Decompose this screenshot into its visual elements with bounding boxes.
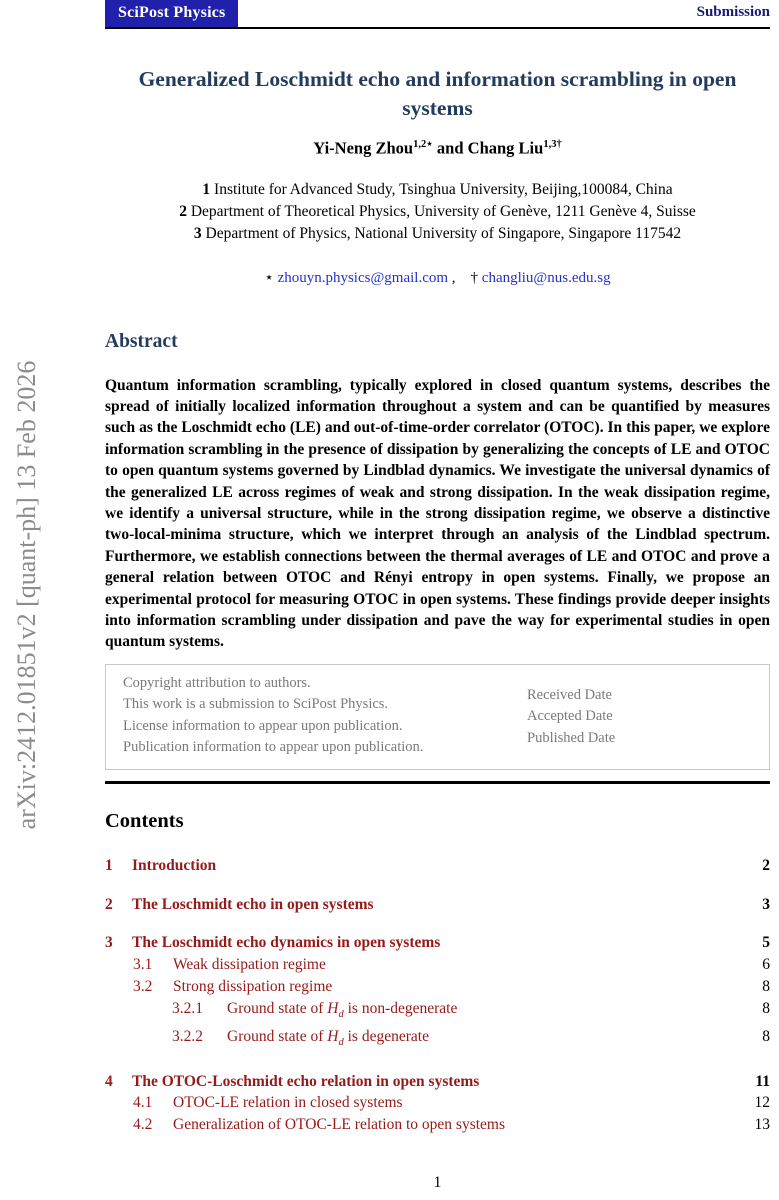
copyright-lines <box>123 673 527 759</box>
affiliation-2: 2 Department of Theoretical Physics, University of Genève, 1211 Genève 4, Suisse <box>179 202 696 220</box>
copyright-line: This work is a submission to SciPost Physics. <box>123 696 389 713</box>
page-number: 1 <box>433 1174 442 1191</box>
toc-entry-number: 1 <box>105 856 113 874</box>
affiliation-3: 3 Department of Physics, National University of Singapore, Singapore 117542 <box>193 224 682 242</box>
received-date-label: Received Date <box>527 686 612 703</box>
math-subscript: d <box>338 1008 344 1020</box>
toc-entry-page: 12 <box>754 1094 770 1112</box>
toc-entry-page: 6 <box>762 956 770 974</box>
copyright-line: Copyright attribution to authors. <box>123 674 311 691</box>
toc-entry-number: 3.2.1 <box>172 999 203 1017</box>
author-connector: and <box>432 138 468 158</box>
author-2-email-link[interactable]: changliu@nus.edu.sg <box>481 269 611 286</box>
submission-label: Submission <box>696 4 770 20</box>
star-marker: ⋆ <box>264 269 278 286</box>
toc-entry-label: Ground state of $H_d$ is degenerate <box>227 1027 429 1048</box>
toc-entry-page: 8 <box>762 977 770 995</box>
toc-entry-label: OTOC-LE relation in closed systems <box>173 1094 403 1112</box>
dagger-marker: † <box>470 269 482 286</box>
abstract-heading: Abstract <box>105 330 178 352</box>
toc-entry[interactable] <box>105 1026 770 1054</box>
author-1-email-link[interactable]: zhouyn.physics@gmail.com <box>277 269 449 286</box>
abstract-text: Quantum information scrambling, typically explored in closed quantum systems, describes the spread of initially localized information throughout a system and can be quantified by measures such as the Loschmidt echo (LE) and out-of-time-order correlator (OTOC). In this paper, we explore information scrambling in the presence of dissipation by generalizing the concepts of LE and OTOC to open quantum systems governed by Lindblad dynamics. We investigate the universal dynamics of the generalized LE across regimes of weak and strong dissipation. In the weak dissipation regime, we identify a universal structure, while in the strong dissipation regime, we observe a distinctive two-local-minima structure, which we interpret through an analysis of the Lindblad spectrum. Furthermore, we establish connections between the thermal averages of LE and OTOC and prove a general relation between OTOC and Rényi entropy in open systems. Finally, we propose an experimental protocol for measuring OTOC in open systems. These findings provide deeper insights into information scrambling under dissipation and pave the way for experimental studies in open quantum systems. <box>105 376 770 651</box>
toc-entry-page: 5 <box>762 934 770 952</box>
toc-entry-page: 3 <box>762 895 770 913</box>
toc-entry-label: Weak dissipation regime <box>173 956 326 974</box>
toc-entry-number: 3.1 <box>133 956 153 974</box>
toc-entry-number: 2 <box>105 895 113 913</box>
toc-entry[interactable] <box>105 976 770 998</box>
toc-entry[interactable] <box>105 1092 770 1114</box>
author-line <box>105 138 770 159</box>
author-2-superscript: 1,3† <box>543 139 562 150</box>
contents-heading: Contents <box>105 809 184 832</box>
paper-page <box>105 0 770 1136</box>
published-date-label: Published Date <box>527 729 616 746</box>
copyright-line: Publication information to appear upon publication. <box>123 739 424 756</box>
toc-entry-number: 3 <box>105 934 113 952</box>
toc-entry-label: Generalization of OTOC-LE relation to open systems <box>173 1116 506 1134</box>
toc-entry[interactable] <box>105 998 770 1026</box>
copyright-line: License information to appear upon publication. <box>123 717 403 734</box>
author-1-name: Yi-Neng Zhou <box>313 138 414 158</box>
toc-entry-number: 3.2 <box>133 977 153 995</box>
toc-entry-label: The Loschmidt echo dynamics in open systems <box>132 934 441 952</box>
table-of-contents <box>105 855 770 1136</box>
math-subscript: d <box>338 1036 344 1048</box>
toc-entry-page: 8 <box>762 1027 770 1045</box>
toc-entry-number: 4 <box>105 1072 113 1090</box>
toc-entry-page: 11 <box>755 1072 770 1090</box>
toc-entry[interactable] <box>105 855 770 877</box>
toc-entry-page: 13 <box>754 1116 770 1134</box>
toc-entry-number: 4.1 <box>133 1094 153 1112</box>
toc-entry-label: Introduction <box>132 856 217 874</box>
toc-entry[interactable] <box>105 954 770 976</box>
affiliations <box>105 179 770 245</box>
toc-entry[interactable] <box>105 1071 770 1093</box>
toc-entry-number: 3.2.2 <box>172 1027 203 1045</box>
toc-entry-label: Ground state of $H_d$ is non-degenerate <box>227 999 458 1020</box>
email-separator: , <box>448 269 471 286</box>
section-divider-rule <box>105 781 770 784</box>
toc-entry-label: The OTOC-Loschmidt echo relation in open systems <box>132 1072 480 1090</box>
toc-entry[interactable] <box>105 894 770 916</box>
affiliation-1: 1 Institute for Advanced Study, Tsinghua University, Beijing,100084, China <box>202 180 673 198</box>
dates-column <box>527 673 752 759</box>
math-variable: H <box>327 999 339 1017</box>
toc-entry-number: 4.2 <box>133 1116 153 1134</box>
author-1-superscript: 1,2⋆ <box>413 139 433 150</box>
toc-entry-page: 8 <box>762 999 770 1017</box>
page-header <box>105 0 770 29</box>
accepted-date-label: Accepted Date <box>527 708 613 725</box>
math-variable: H <box>327 1027 339 1045</box>
toc-entry[interactable] <box>105 1114 770 1136</box>
paper-title: Generalized Loschmidt echo and information scrambling in open systems <box>138 67 737 120</box>
author-2-name: Chang Liu <box>467 138 544 158</box>
copyright-box <box>105 664 770 770</box>
toc-entry[interactable] <box>105 932 770 954</box>
arxiv-watermark: arXiv:2412.01851v2 [quant-ph] 13 Feb 2026 <box>12 360 41 830</box>
toc-entry-label: The Loschmidt echo in open systems <box>132 895 374 913</box>
scipost-physics-badge: SciPost Physics <box>105 0 238 27</box>
toc-entry-label: Strong dissipation regime <box>173 977 333 995</box>
email-line <box>105 268 770 287</box>
toc-entry-page: 2 <box>762 856 770 874</box>
